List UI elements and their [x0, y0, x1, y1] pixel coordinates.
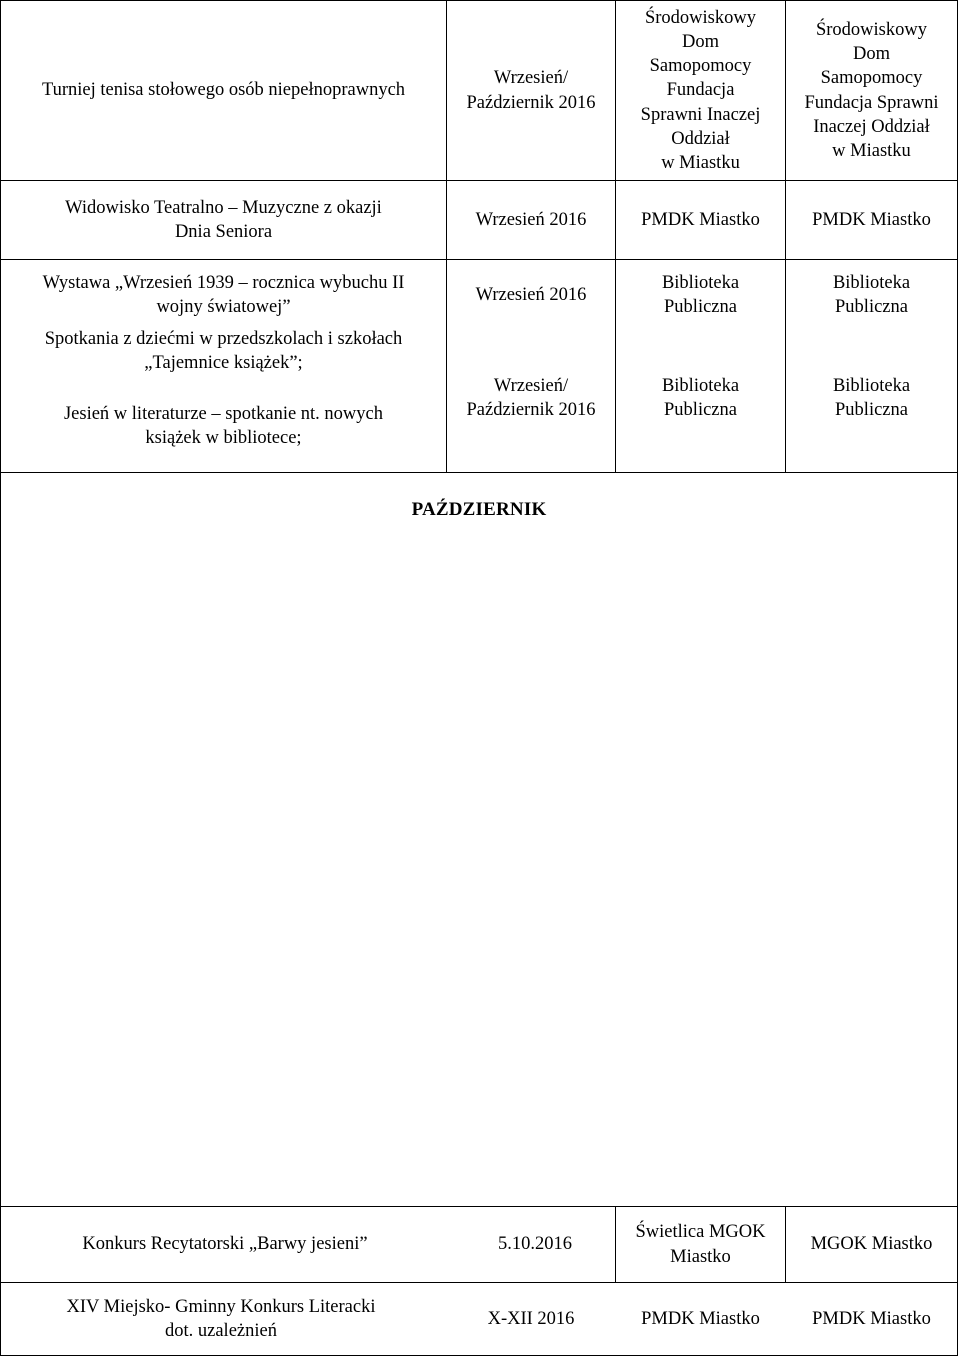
row-divider — [0, 259, 958, 260]
event-name: Widowisko Teatralno – Muzyczne z okazji Dnia Seniora — [65, 197, 382, 242]
event-place: PMDK Miastko — [641, 1308, 760, 1329]
event-place: Świetlica MGOK Miastko — [635, 1222, 766, 1267]
event-name: Spotkania z dziećmi w przedszkolach i szkołach „Tajemnice książek”; — [44, 328, 403, 373]
event-date: Wrzesień/ Październik 2016 — [466, 375, 596, 420]
event-name: Jesień w literaturze – spotkanie nt. nowych książek w bibliotece; — [63, 403, 384, 448]
event-organizer-cell — [786, 370, 957, 426]
table-row — [1, 394, 446, 458]
event-place-cell — [616, 1, 785, 180]
event-date-cell — [447, 370, 615, 426]
event-organizer: MGOK Miastko — [810, 1234, 933, 1255]
event-place-cell — [616, 370, 785, 426]
event-organizer-cell — [786, 1, 957, 180]
event-date: 5.10.2016 — [498, 1234, 572, 1255]
event-date: X-XII 2016 — [487, 1308, 575, 1329]
event-date: Wrzesień 2016 — [475, 209, 587, 230]
event-date-cell — [447, 181, 615, 259]
event-place: PMDK Miastko — [641, 209, 760, 230]
table-row — [1, 266, 446, 324]
table-row — [1, 1283, 441, 1355]
table-row — [1, 181, 446, 259]
table-border-right — [957, 0, 958, 1356]
event-place-cell — [616, 1283, 785, 1355]
table-row — [1, 325, 446, 377]
event-place: Biblioteka Publiczna — [661, 375, 740, 420]
event-organizer-cell — [786, 1283, 957, 1355]
table-border-bottom — [0, 1355, 958, 1356]
table-row — [1, 1, 446, 180]
event-organizer-cell — [786, 181, 957, 259]
month-heading — [1, 492, 957, 528]
event-organizer: PMDK Miastko — [812, 209, 931, 230]
event-date: Wrzesień 2016 — [475, 284, 587, 305]
event-date-cell — [447, 266, 615, 324]
event-place-cell — [616, 266, 785, 324]
event-organizer: Biblioteka Publiczna — [832, 375, 911, 420]
event-date: Wrzesień/ Październik 2016 — [466, 68, 596, 113]
event-organizer: PMDK Miastko — [812, 1308, 931, 1329]
month-heading-text: PAŹDZIERNIK — [411, 498, 547, 520]
event-date-cell — [447, 1, 615, 180]
event-name: Konkurs Recytatorski „Barwy jesieni” — [82, 1234, 368, 1255]
table-row — [40, 1207, 410, 1282]
event-organizer-cell — [786, 1207, 957, 1282]
event-date-cell — [447, 1283, 615, 1355]
event-place-cell — [616, 1207, 785, 1282]
event-place: Biblioteka Publiczna — [661, 272, 740, 317]
event-organizer: Środowiskowy Dom Samopomocy Fundacja Sprawni Inaczej Oddział w Miastku — [804, 20, 939, 161]
event-date-cell — [455, 1207, 615, 1282]
event-name: Wystawa „Wrzesień 1939 – rocznica wybuchu II wojny światowej” — [42, 272, 405, 317]
event-place: Środowiskowy Dom Samopomocy Fundacja Sprawni Inaczej Oddział w Miastku — [640, 8, 761, 173]
event-name: Turniej tenisa stołowego osób niepełnoprawnych — [41, 80, 406, 101]
row-divider — [0, 472, 958, 473]
event-organizer-cell — [786, 266, 957, 324]
event-organizer: Biblioteka Publiczna — [832, 272, 911, 317]
event-name: XIV Miejsko- Gminny Konkurs Literacki dot. uzależnień — [66, 1296, 376, 1341]
event-place-cell — [616, 181, 785, 259]
